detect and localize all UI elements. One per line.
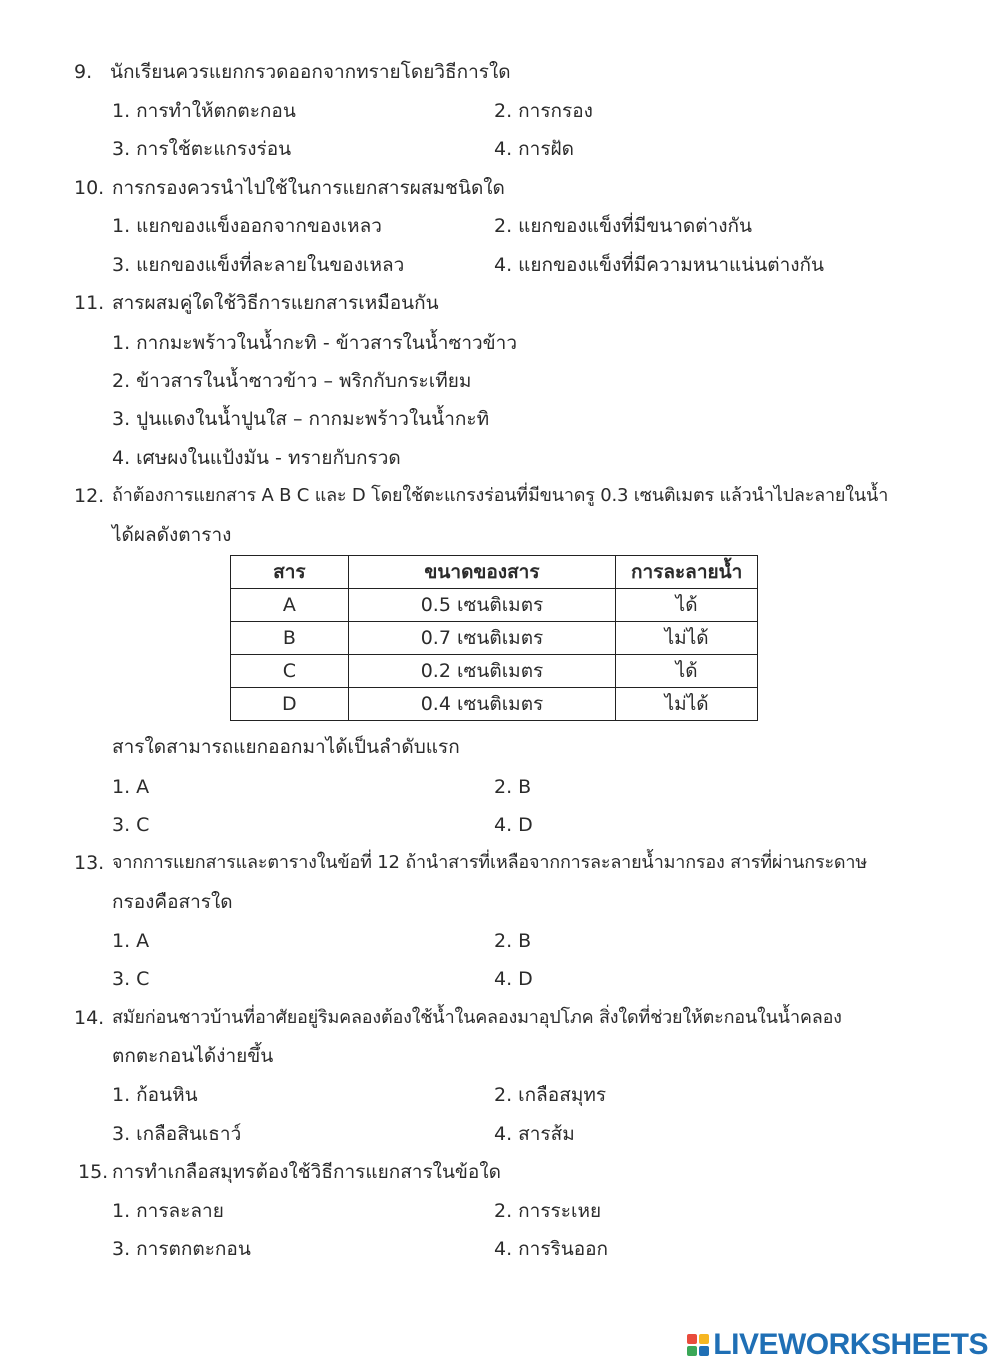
table-cell-solubility: ไม่ได้ <box>616 622 758 655</box>
logo-grid-icon <box>687 1334 709 1356</box>
logo-text: LIVEWORKSHEETS <box>713 1328 988 1361</box>
q15-option-4: 4. การรินออก <box>494 1238 609 1260</box>
table-cell-solubility: ได้ <box>616 655 758 688</box>
table-cell-solubility: ไม่ได้ <box>616 688 758 721</box>
q15-option-2: 2. การระเหย <box>494 1200 602 1222</box>
q13-number: 13. <box>74 852 105 874</box>
q15-number: 15. <box>78 1161 109 1183</box>
q11-option-4: 4. เศษผงในแป้งมัน - ทรายกับกรวด <box>112 447 401 469</box>
table-row <box>231 622 758 655</box>
q10-option-2: 2. แยกของแข็งที่มีขนาดต่างกัน <box>494 215 753 237</box>
table-header-solubility: การละลายน้ำ <box>616 556 758 589</box>
q12-option-3: 3. C <box>112 814 150 836</box>
table-cell-substance: D <box>231 688 349 721</box>
q11-option-2: 2. ข้าวสารในน้ำซาวข้าว – พริกกับกระเทียม <box>112 370 472 392</box>
liveworksheets-logo[interactable] <box>687 1327 988 1363</box>
q10-option-3: 3. แยกของแข็งที่ละลายในของเหลว <box>112 254 405 276</box>
q14-option-3: 3. เกลือสินเธาว์ <box>112 1123 242 1145</box>
table-cell-substance: C <box>231 655 349 688</box>
q9-option-2: 2. การกรอง <box>494 100 593 122</box>
table-cell-size: 0.5 เซนติเมตร <box>348 589 615 622</box>
q15-option-1: 1. การละลาย <box>112 1200 224 1222</box>
table-cell-substance: A <box>231 589 349 622</box>
q12-option-4: 4. D <box>494 814 533 836</box>
q12-option-2: 2. B <box>494 776 532 798</box>
table-cell-size: 0.4 เซนติเมตร <box>348 688 615 721</box>
q14-text-line1: สมัยก่อนชาวบ้านที่อาศัยอยู่ริมคลองต้องใช้น้ำในคลองมาอุปโภค สิ่งใดที่ช่วยให้ตะกอนในน้ำคลอง <box>112 1007 842 1028</box>
logo-square <box>699 1334 709 1344</box>
table-header-substance: สาร <box>231 556 349 589</box>
table-cell-size: 0.2 เซนติเมตร <box>348 655 615 688</box>
logo-square <box>687 1346 697 1356</box>
q12-text-line1: ถ้าต้องการแยกสาร A B C และ D โดยใช้ตะแกรงร่อนที่มีขนาดรู 0.3 เซนติเมตร แล้วนำไปละลายในน้ำ <box>112 485 889 506</box>
q10-number: 10. <box>74 177 105 199</box>
q9-option-3: 3. การใช้ตะแกรงร่อน <box>112 138 292 160</box>
table-row <box>231 589 758 622</box>
q10-option-1: 1. แยกของแข็งออกจากของเหลว <box>112 215 382 237</box>
q11-number: 11. <box>74 292 105 314</box>
table-header-size: ขนาดของสาร <box>348 556 615 589</box>
q10-option-4: 4. แยกของแข็งที่มีความหนาแน่นต่างกัน <box>494 254 825 276</box>
q11-text: สารผสมคู่ใดใช้วิธีการแยกสารเหมือนกัน <box>112 292 439 314</box>
q15-option-3: 3. การตกตะกอน <box>112 1238 251 1260</box>
q14-option-1: 1. ก้อนหิน <box>112 1084 198 1106</box>
q13-text-line2: กรองคือสารใด <box>112 891 233 913</box>
q13-option-4: 4. D <box>494 968 533 990</box>
q11-option-1: 1. กากมะพร้าวในน้ำกะทิ - ข้าวสารในน้ำซาวข้าว <box>112 332 518 354</box>
q13-text-line1: จากการแยกสารและตารางในข้อที่ 12 ถ้านำสารที่เหลือจากการละลายน้ำมากรอง สารที่ผ่านกระดาษ <box>112 852 867 873</box>
q13-option-2: 2. B <box>494 930 532 952</box>
q14-option-2: 2. เกลือสมุทร <box>494 1084 607 1106</box>
q9-option-1: 1. การทำให้ตกตะกอน <box>112 100 296 122</box>
table-cell-size: 0.7 เซนติเมตร <box>348 622 615 655</box>
q12-sub-question: สารใดสามารถแยกออกมาได้เป็นลำดับแรก <box>112 736 460 758</box>
logo-square <box>687 1334 697 1344</box>
table-row <box>231 655 758 688</box>
q14-option-4: 4. สารส้ม <box>494 1123 575 1145</box>
q14-number: 14. <box>74 1007 105 1029</box>
table-header-row <box>231 556 758 589</box>
q13-option-1: 1. A <box>112 930 150 952</box>
q15-text: การทำเกลือสมุทรต้องใช้วิธีการแยกสารในข้อใด <box>112 1161 501 1183</box>
substance-table <box>230 555 758 721</box>
q11-option-3: 3. ปูนแดงในน้ำปูนใส – กากมะพร้าวในน้ำกะทิ <box>112 408 490 430</box>
q13-option-3: 3. C <box>112 968 150 990</box>
table-cell-substance: B <box>231 622 349 655</box>
q10-text: การกรองควรนำไปใช้ในการแยกสารผสมชนิดใด <box>112 177 505 199</box>
table-row <box>231 688 758 721</box>
q12-text-line2: ได้ผลดังตาราง <box>112 524 232 546</box>
q14-text-line2: ตกตะกอนได้ง่ายขึ้น <box>112 1045 274 1067</box>
q12-option-1: 1. A <box>112 776 150 798</box>
q9-text: นักเรียนควรแยกกรวดออกจากทรายโดยวิธีการใด <box>110 61 511 83</box>
table-cell-solubility: ได้ <box>616 589 758 622</box>
logo-square <box>699 1346 709 1356</box>
q9-number: 9. <box>74 61 93 83</box>
q9-option-4: 4. การฝัด <box>494 138 575 160</box>
q12-number: 12. <box>74 485 105 507</box>
